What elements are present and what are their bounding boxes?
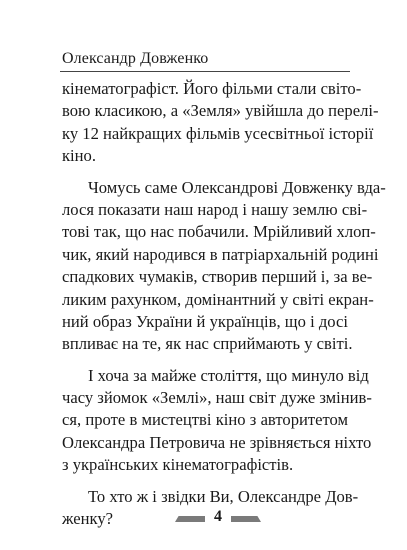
text-line: ся, проте в мистецтві кіно з авторитетом <box>62 410 348 430</box>
text-line: То хто ж і звідки Ви, Олександре Дов- <box>88 486 359 506</box>
text-line: тові так, що нас побачили. Мрійливий хлоп- <box>62 222 376 242</box>
text-line: ку 12 найкращих фільмів усесвітньої історії <box>62 123 374 143</box>
text-line: вою класикою, а «Земля» увійшла до перелі- <box>62 101 379 121</box>
paragraph <box>62 365 372 477</box>
body-text <box>62 78 386 530</box>
paragraph <box>62 177 386 356</box>
text-line: лося показати наш народ і нашу землю сві- <box>62 199 368 219</box>
text-line: спадкових чумаків, створив перший і, за ве- <box>62 267 373 287</box>
page-footer <box>0 510 407 528</box>
text-line: Олександра Петровича не зрівняється ніхто <box>62 432 372 452</box>
page-number: 4 <box>214 508 222 525</box>
text-line: впливає на те, як нас сприймають у світі. <box>62 334 353 354</box>
text-line: часу зйомок «Землі», наш світ дуже змінив- <box>62 388 372 408</box>
text-line: чик, який народився в патріархальній родині <box>62 244 379 264</box>
text-line: женку? <box>62 509 113 529</box>
text-line: ликим рахунком, домінантний у світі екран- <box>62 289 374 309</box>
text-line: кінематографіст. Його фільми стали світо- <box>62 79 362 98</box>
text-line: Чомусь саме Олександрові Довженку вда- <box>88 177 386 197</box>
text-line: І хоча за майже століття, що минуло від <box>88 365 369 385</box>
running-title: Олександр Довженко <box>62 50 209 67</box>
text-line: кіно. <box>62 146 96 166</box>
header-rule <box>60 71 350 72</box>
text-line: ний образ України й українців, що і досі <box>62 311 348 331</box>
text-line: з українських кінематографістів. <box>62 455 294 475</box>
paragraph <box>62 78 379 168</box>
folio-ornament-left <box>175 516 205 522</box>
folio-ornament-right <box>231 516 261 522</box>
